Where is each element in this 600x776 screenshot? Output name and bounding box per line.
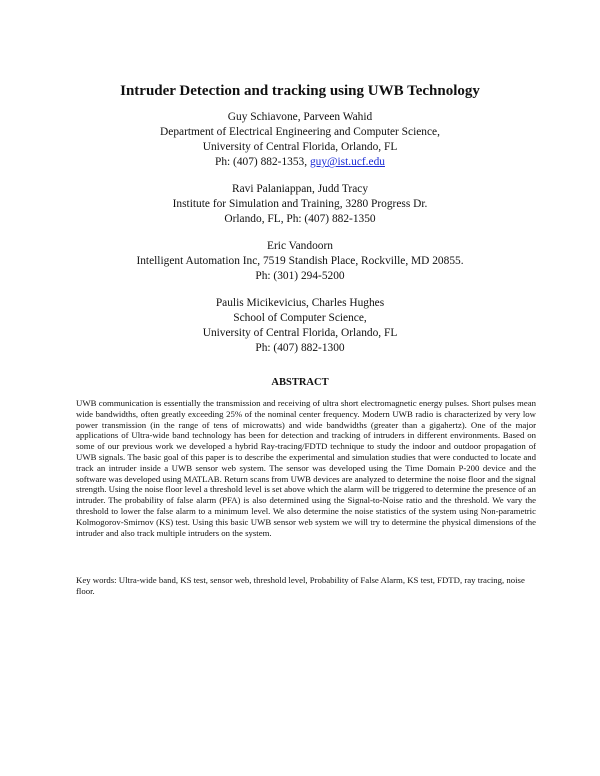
abstract-heading: ABSTRACT [271, 377, 329, 388]
author-affiliation: Intelligent Automation Inc, 7519 Standish Place, Rockville, MD 20855. [136, 255, 464, 267]
author-department: School of Computer Science, [233, 312, 367, 324]
author-names: Ravi Palaniappan, Judd Tracy [231, 183, 369, 195]
author-block-1 [0, 110, 600, 170]
paper-title: Intruder Detection and tracking using UWB Technology [120, 83, 480, 99]
author-department: Department of Electrical Engineering and Computer Science, [160, 126, 440, 138]
abstract-paragraph: UWB communication is essentially the transmission and receiving of ultra short electromagnetic energy pulses. Short pulses mean wide bandwidths, often greatly exceeding 25% of the nominal center frequency. Modern UWB radio is characterized by very low power transmission (in the range of tens of microwatts) and wide bandwidths (greater than a gigahertz). One of the major applications of Ultra-wide band technology has been for detection and tracking of intruders in different environments. Based on some of our previous work we developed a hybrid Ray-tracing/FDTD technique to study the indoor and outdoor propagation of UWB signals. The basic goal of this paper is to describe the experimental and simulation studies that were conducted to locate and track an intruder inside a UWB sensor web system. The sensor was developed using the Time Domain P-200 device and the software was developed using MATLAB. Return scans from UWB devices are analyzed to determine the noise floor and the signal strength. Using the noise floor level a threshold level is set above which the alarm will be triggered to determine the presence of an intruder. The probability of false alarm (PFA) is also determined using the Signal-to-Noise ratio and the threshold. We vary the threshold to lower the false alarm to a minimum level. We also determine the noise statistics of the system using Non-parametric Kolmogorov-Smirnov (KS) test. Using this basic UWB sensor web system we will try to determine the physical dimensions of the intruder and also track multiple intruders on the system. [76, 398, 536, 538]
author-list [0, 110, 600, 368]
author-affiliation: University of Central Florida, Orlando, FL [202, 141, 398, 153]
author-contact: Ph: (407) 882-1300 [255, 342, 345, 354]
author-affiliation: University of Central Florida, Orlando, FL [202, 327, 398, 339]
author-contact: Ph: (301) 294-5200 [255, 270, 345, 282]
author-names: Eric Vandoorn [267, 240, 333, 252]
author-email-link[interactable]: guy@ist.ucf.edu [309, 156, 385, 168]
keywords: Key words: Ultra-wide band, KS test, sensor web, threshold level, Probability of False Alarm, KS test, FDTD, ray tracing, noise floor. [76, 575, 525, 596]
author-phone: Ph: (407) 882-1353, [215, 156, 310, 168]
author-names: Paulis Micikevicius, Charles Hughes [215, 297, 385, 309]
author-block-3 [0, 239, 600, 284]
author-names: Guy Schiavone, Parveen Wahid [227, 111, 373, 123]
author-contact [0, 155, 600, 170]
abstract-body [76, 398, 536, 538]
author-contact: Orlando, FL, Ph: (407) 882-1350 [224, 213, 376, 225]
author-block-4 [0, 296, 600, 356]
author-block-2 [0, 182, 600, 227]
author-affiliation: Institute for Simulation and Training, 3280 Progress Dr. [172, 198, 428, 210]
